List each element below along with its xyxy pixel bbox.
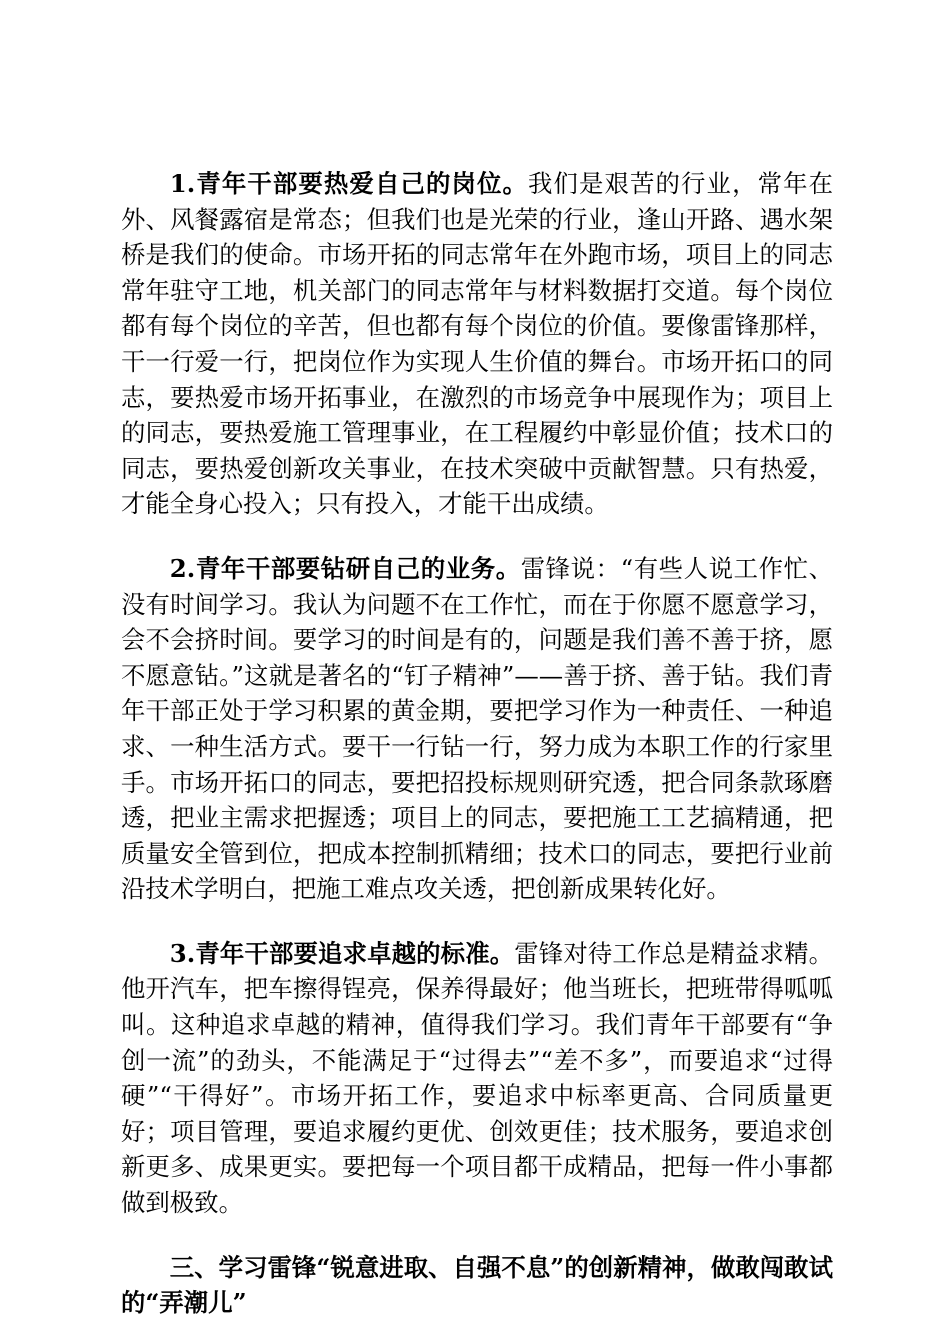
paragraph-pursue-excellence — [121, 936, 833, 1221]
document-body — [121, 166, 833, 1321]
paragraph-text: 雷锋说：“有些人说工作忙、没有时间学习。我认为问题不在工作忙，而在于你愿不愿意学习，会不会挤时间。要学习的时间是有的，问题是我们善不善于挤，愿不愿意钻。”这就是著名的“钉子精神”——善于挤、善于钻。我们青年干部正处于学习积累的黄金期，要把学习作为一种责任、一种追求、一种生活方式。要干一行钻一行，努力成为本职工作的行家里手。市场开拓口的同志，要把招投标规则研究透，把合同条款琢磨透，把业主需求把握透；项目上的同志，要把施工工艺搞精通，把质量安全管到位，把成本控制抓精细；技术口的同志，要把行业前沿技术学明白，把施工难点攻关透，把创新成果转化好。 — [121, 553, 833, 904]
section-title: 三、学习雷锋“锐意进取、自强不息”的创新精神，做敢闯敢试的“弄潮儿” — [121, 1252, 833, 1318]
paragraph-heading: 3.青年干部要追求卓越的标准。 — [169, 938, 515, 968]
paragraph-heading: 1.青年干部要热爱自己的岗位。 — [169, 169, 528, 198]
paragraph-study-business — [121, 551, 833, 907]
paragraph-heading: 2.青年干部要钻研自己的业务。 — [169, 553, 521, 583]
paragraph-text: 雷锋对待工作总是精益求精。他开汽车，把车擦得锃亮，保养得最好；他当班长，把班带得呱呱叫。这种追求卓越的精神，值得我们学习。我们青年干部要有“争创一流”的劲头，不能满足于“过得去”“差不多”，而要追求“过得硬”“干得好”。市场开拓工作，要追求中标率更高、合同质量更好；项目管理，要追求履约更优、创效更佳；技术服务，要追求创新更多、成果更实。要把每一个项目都干成精品，把每一件小事都做到极致。 — [121, 938, 833, 1218]
paragraph-text: 我们是艰苦的行业，常年在外、风餐露宿是常态；但我们也是光荣的行业，逢山开路、遇水架桥是我们的使命。市场开拓的同志常年在外跑市场，项目上的同志常年驻守工地，机关部门的同志常年与材料数据打交道。每个岗位都有每个岗位的辛苦，但也都有每个岗位的价值。要像雷锋那样，干一行爱一行，把岗位作为实现人生价值的舞台。市场开拓口的同志，要热爱市场开拓事业，在激烈的市场竞争中展现作为；项目上的同志，要热爱施工管理事业，在工程履约中彰显价值；技术口的同志，要热爱创新攻关事业，在技术突破中贡献智慧。只有热爱，才能全身心投入；只有投入，才能干出成绩。 — [121, 169, 833, 519]
paragraph-love-post — [121, 166, 833, 522]
